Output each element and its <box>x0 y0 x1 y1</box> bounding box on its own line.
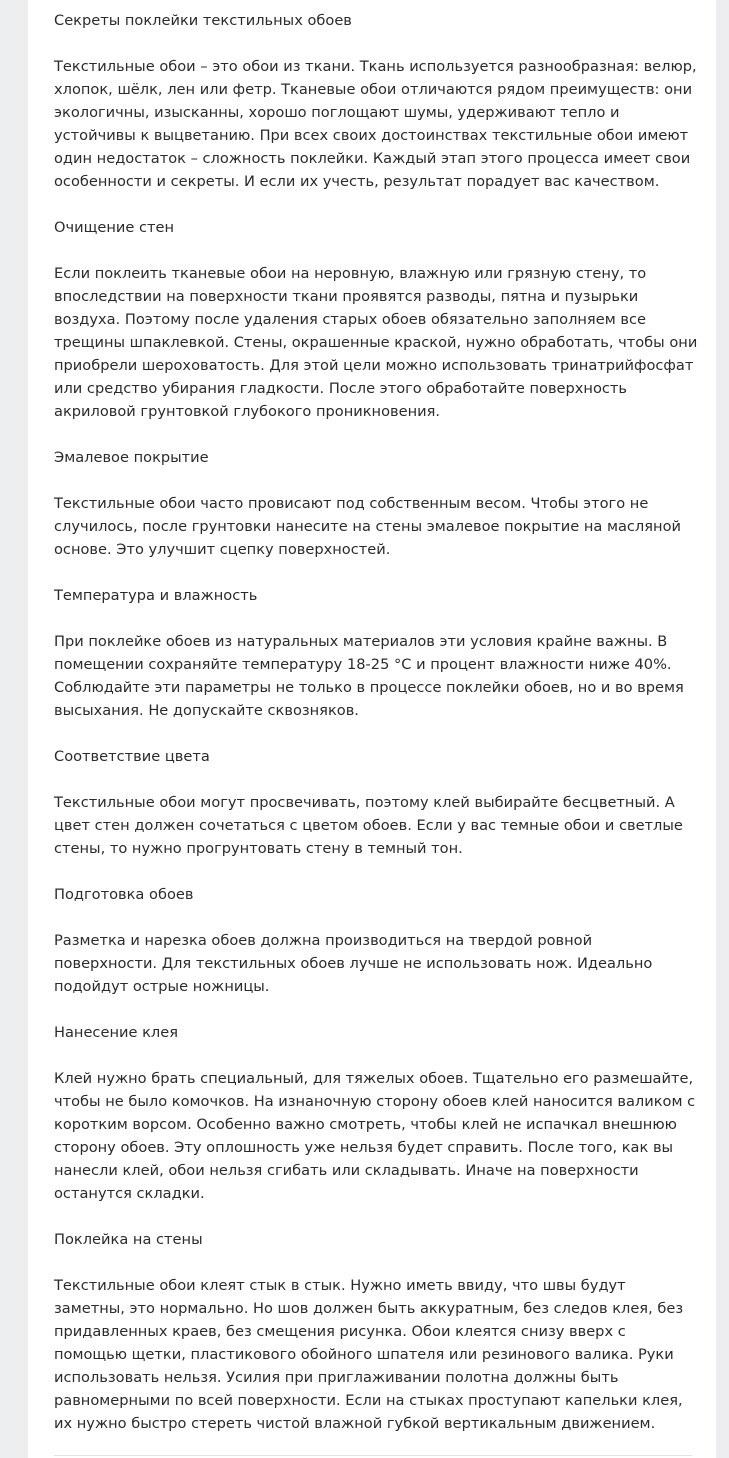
section-heading-enamel: Эмалевое покрытие <box>54 449 209 466</box>
article-title: Секреты поклейки текстильных обоев <box>54 12 352 29</box>
section-heading-wall-cleaning: Очищение стен <box>54 219 175 236</box>
section-text-hanging: Текстильные обои клеят стык в стык. Нужно иметь ввиду, что швы будут заметны, это нормально. Но шов должен быть аккуратным, без следов клея, без придавленных краев, без смещения рисунка. Обои клеятся снизу вверх с помощью щетки, пластикового обойного шпателя или резинового валика. Руки использовать нельзя. Усилия при приглаживании полотна должны быть равномерными по всей поверхности. Если на стыках проступают капельки клея, их нужно быстро стереть чистой влажной губкой вертикальным движением. <box>54 1277 684 1432</box>
post-card <box>28 0 716 1458</box>
section-heading-hanging: Поклейка на стены <box>54 1231 203 1248</box>
section-heading-temperature: Температура и влажность <box>54 587 258 604</box>
section-heading-preparation: Подготовка обоев <box>54 886 194 903</box>
section-heading-color: Соответствие цвета <box>54 748 210 765</box>
section-heading-glue: Нанесение клея <box>54 1024 178 1041</box>
section-text-wall-cleaning: Если поклеить тканевые обои на неровную, влажную или грязную стену, то впоследствии на поверхности ткани проявятся разводы, пятна и пузырьки воздуха. Поэтому после удаления старых обоев обязательно заполняем все трещины шпаклевкой. Стены, окрашенные краской, нужно обработать, чтобы они приобрели шероховатость. Для этой цели можно использовать тринатрийфосфат или средство убирания гладкости. После этого обработайте поверхность акриловой грунтовкой глубокого проникновения. <box>54 265 698 420</box>
section-text-enamel: Текстильные обои часто провисают под собственным весом. Чтобы этого не случилось, после грунтовки нанесите на стены эмалевое покрытие на масляной основе. Это улучшит сцепку поверхностей. <box>54 495 681 558</box>
post-text <box>54 9 699 1458</box>
section-text-preparation: Разметка и нарезка обоев должна производиться на твердой ровной поверхности. Для текстильных обоев лучше не использовать нож. Идеально подойдут острые ножницы. <box>54 932 653 995</box>
section-text-temperature: При поклейке обоев из натуральных материалов эти условия крайне важны. В помещении сохраняйте температуру 18-25 °С и процент влажности ниже 40%. Соблюдайте эти параметры не только в процессе поклейки обоев, но и во время высыхания. Не допускайте сквозняков. <box>54 633 684 719</box>
section-text-color: Текстильные обои могут просвечивать, поэтому клей выбирайте бесцветный. А цвет стен должен сочетаться с цветом обоев. Если у вас темные обои и светлые стены, то нужно прогрунтовать стену в темный тон. <box>54 794 683 857</box>
section-text-glue: Клей нужно брать специальный, для тяжелых обоев. Тщательно его размешайте, чтобы не было комочков. На изнаночную сторону обоев клей наносится валиком с коротким ворсом. Особенно важно смотреть, чтобы клей не испачкал внешнюю сторону обоев. Эту оплошность уже нельзя будет справить. После того, как вы нанесли клей, обои нельзя сгибать или складывать. Иначе на поверхности останутся складки. <box>54 1070 696 1202</box>
article-intro: Текстильные обои – это обои из ткани. Ткань используется разнообразная: велюр, хлопок, шёлк, лен или фетр. Тканевые обои отличаются рядом преимуществ: они экологичны, изысканны, хорошо поглощают шумы, удерживают тепло и устойчивы к выцветанию. При всех своих достоинствах текстильные обои имеют один недостаток – сложность поклейки. Каждый этап этого процесса имеет свои особенности и секреты. И если их учесть, результат порадует вас качеством. <box>54 58 697 190</box>
post-divider <box>54 1455 692 1456</box>
